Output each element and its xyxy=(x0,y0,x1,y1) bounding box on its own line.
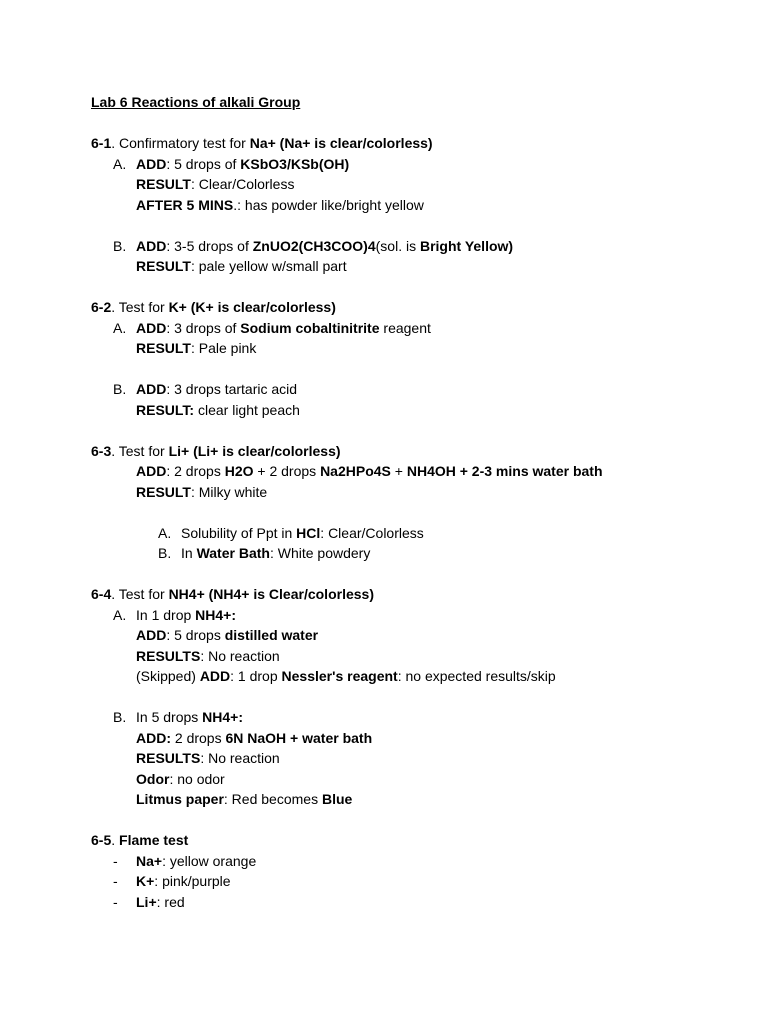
list-marker: A. xyxy=(158,524,172,541)
section-6-4-a-add: ADD: 5 drops distilled water xyxy=(136,627,319,643)
section-6-1-b-result: RESULT: pale yellow w/small part xyxy=(136,258,347,274)
section-6-4-heading: 6-4. Test for NH4+ (NH4+ is Clear/colorless) xyxy=(91,586,374,602)
section-6-1-heading: 6-1. Confirmatory test for Na+ (Na+ is clear/colorless) xyxy=(91,135,433,151)
section-6-5-heading: 6-5. Flame test xyxy=(91,832,189,848)
list-marker: B. xyxy=(113,381,127,397)
section-6-1-b-add: B. ADD: 3-5 drops of ZnUO2(CH3COO)4(sol. is Bright Yellow) xyxy=(91,236,731,257)
list-marker: A. xyxy=(113,606,127,623)
section-6-4-a-results: RESULTS: No reaction xyxy=(136,647,280,664)
list-marker: B. xyxy=(158,545,172,561)
list-marker: B. xyxy=(113,237,127,254)
list-marker: A. xyxy=(113,155,127,172)
section-6-2-a-result: RESULT: Pale pink xyxy=(136,340,257,356)
flame-test-item-li: - Li+: red xyxy=(91,892,731,913)
section-6-1-a-result: RESULT: Clear/Colorless xyxy=(136,176,295,192)
section-6-3-heading: 6-3. Test for Li+ (Li+ is clear/colorless) xyxy=(91,442,341,459)
section-6-3-sub-a: A. Solubility of Ppt in HCl: Clear/Colorless xyxy=(91,523,731,544)
section-6-4-a-head: A. In 1 drop NH4+: xyxy=(91,605,731,626)
flame-test-item-k: - K+: pink/purple xyxy=(91,871,731,892)
section-6-3-sub-b: B. In Water Bath: White powdery xyxy=(91,543,731,564)
list-marker: - xyxy=(113,852,118,869)
section-6-4-b-add: ADD: 2 drops 6N NaOH + water bath xyxy=(136,729,373,746)
section-6-4-b-results: RESULTS: No reaction xyxy=(136,750,280,766)
section-6-3-add: ADD: 2 drops H2O + 2 drops Na2HPo4S + NH4OH + 2-3 mins water bath xyxy=(136,463,603,479)
document-title: Lab 6 Reactions of alkali Group xyxy=(91,94,301,110)
section-6-2-b-result: RESULT: clear light peach xyxy=(136,401,300,418)
section-6-4-b-litmus: Litmus paper: Red becomes Blue xyxy=(136,791,353,807)
section-6-1-a-add: A. ADD: 5 drops of KSbO3/KSb(OH) xyxy=(91,154,731,175)
list-marker: - xyxy=(113,893,118,910)
section-6-2-heading: 6-2. Test for K+ (K+ is clear/colorless) xyxy=(91,299,336,315)
section-6-1-a-after: AFTER 5 MINS.: has powder like/bright yellow xyxy=(136,196,424,213)
flame-test-item-na: - Na+: yellow orange xyxy=(91,851,731,872)
list-marker: A. xyxy=(113,319,127,336)
section-6-4-b-odor: Odor: no odor xyxy=(136,770,225,787)
section-6-2-b-add: B. ADD: 3 drops tartaric acid xyxy=(91,379,731,400)
list-marker: - xyxy=(113,873,118,889)
section-6-4-a-skipped: (Skipped) ADD: 1 drop Nessler's reagent: no expected results/skip xyxy=(136,668,556,684)
section-6-4-b-head: B. In 5 drops NH4+: xyxy=(91,707,731,728)
list-marker: B. xyxy=(113,709,127,725)
section-6-2-a-add: A. ADD: 3 drops of Sodium cobaltinitrite reagent xyxy=(91,318,731,339)
section-6-3-result: RESULT: Milky white xyxy=(136,483,268,500)
document-body xyxy=(91,92,731,912)
